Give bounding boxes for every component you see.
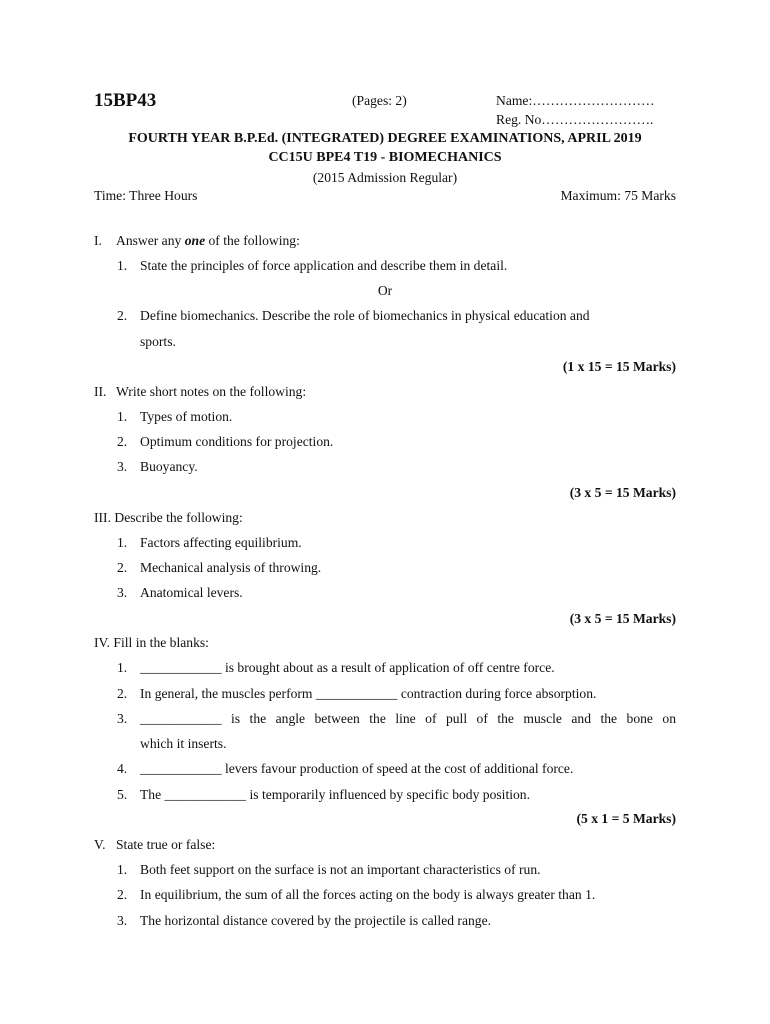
question-text: Mechanical analysis of throwing. [140, 560, 322, 575]
question-continuation: sports. [140, 334, 176, 349]
question-item [117, 887, 595, 903]
section-marks: (3 x 5 = 15 Marks) [569, 485, 676, 500]
subject-title: CC15U BPE4 T19 - BIOMECHANICS [268, 150, 502, 165]
or-separator: Or [377, 283, 393, 298]
section-numeral: III. [94, 510, 111, 525]
instruction-text: of the following: [205, 233, 300, 248]
question-item [117, 585, 243, 601]
instruction-text: Write short notes on the following: [116, 384, 307, 399]
question-text: Buoyancy. [140, 459, 198, 474]
page-count: (Pages: 2) [352, 93, 407, 108]
question-item [117, 711, 140, 727]
instruction-text: Fill in the blanks: [113, 635, 209, 650]
name-field: Name:……………………… [496, 93, 655, 108]
section-3-heading [94, 510, 243, 526]
question-item [117, 660, 555, 676]
question-number: 2. [117, 686, 128, 701]
question-text: Factors affecting equilibrium. [140, 535, 302, 550]
section-numeral: I. [94, 233, 102, 248]
question-item [117, 535, 302, 551]
time-allowed: Time: Three Hours [94, 188, 198, 203]
question-number: 1. [117, 258, 128, 273]
question-item [117, 434, 333, 450]
question-number: 2. [117, 560, 128, 575]
instruction-text: Answer any [116, 233, 185, 248]
question-item [117, 560, 321, 576]
instruction-text: Describe the following: [114, 510, 243, 525]
question-number: 2. [117, 308, 128, 323]
question-item [117, 787, 530, 803]
question-text: The horizontal distance covered by the projectile is called range. [140, 913, 492, 928]
question-number: 4. [117, 761, 128, 776]
section-marks: (5 x 1 = 5 Marks) [576, 811, 676, 826]
instruction-text: State true or false: [116, 837, 216, 852]
question-text: ____________ levers favour production of speed at the cost of additional force. [140, 761, 574, 776]
question-number: 3. [117, 585, 128, 600]
question-number: 2. [117, 887, 128, 902]
question-number: 1. [117, 535, 128, 550]
section-5-heading [94, 837, 215, 853]
paper-code: 15BP43 [94, 90, 157, 111]
question-item [117, 258, 507, 274]
section-numeral: IV. [94, 635, 110, 650]
reg-no-field: Reg. No……………………. [496, 112, 654, 127]
question-number: 3. [117, 711, 128, 726]
question-item [117, 308, 590, 324]
exam-title: FOURTH YEAR B.P.Ed. (INTEGRATED) DEGREE EXAMINATIONS, APRIL 2019 [128, 131, 642, 146]
question-item [117, 913, 491, 929]
section-numeral: V. [94, 837, 106, 852]
question-item [117, 686, 596, 702]
section-marks: (3 x 5 = 15 Marks) [569, 611, 676, 626]
question-text: ____________ is the angle between the line of pull of the muscle and the bone on [140, 711, 676, 726]
question-text: In equilibrium, the sum of all the forces acting on the body is always greater than 1. [140, 887, 596, 902]
section-numeral: II. [94, 384, 107, 399]
question-item [117, 862, 541, 878]
admission-note: (2015 Admission Regular) [312, 170, 458, 185]
section-marks: (1 x 15 = 15 Marks) [562, 359, 676, 374]
section-4-heading [94, 635, 209, 651]
question-item [117, 761, 573, 777]
emphasis-text: one [184, 233, 206, 248]
question-text: State the principles of force application and describe them in detail. [140, 258, 508, 273]
question-text: Anatomical levers. [140, 585, 243, 600]
question-text: ____________ is brought about as a result of application of off centre force. [140, 660, 555, 675]
question-number: 1. [117, 660, 128, 675]
question-text: Define biomechanics. Describe the role of biomechanics in physical education and [140, 308, 590, 323]
question-number: 1. [117, 409, 128, 424]
maximum-marks: Maximum: 75 Marks [560, 188, 676, 203]
question-text: Types of motion. [140, 409, 233, 424]
question-text: The ____________ is temporarily influenced by specific body position. [140, 787, 530, 802]
question-number: 5. [117, 787, 128, 802]
question-text: Optimum conditions for projection. [140, 434, 334, 449]
section-1-heading [94, 233, 300, 249]
question-text: In general, the muscles perform ____________ contraction during force absorption. [140, 686, 597, 701]
question-number: 3. [117, 913, 128, 928]
question-number: 1. [117, 862, 128, 877]
question-continuation: which it inserts. [140, 736, 227, 751]
question-text: Both feet support on the surface is not an important characteristics of run. [140, 862, 541, 877]
question-number: 3. [117, 459, 128, 474]
question-number: 2. [117, 434, 128, 449]
question-item [117, 459, 198, 475]
section-2-heading [94, 384, 306, 400]
question-item [117, 409, 232, 425]
